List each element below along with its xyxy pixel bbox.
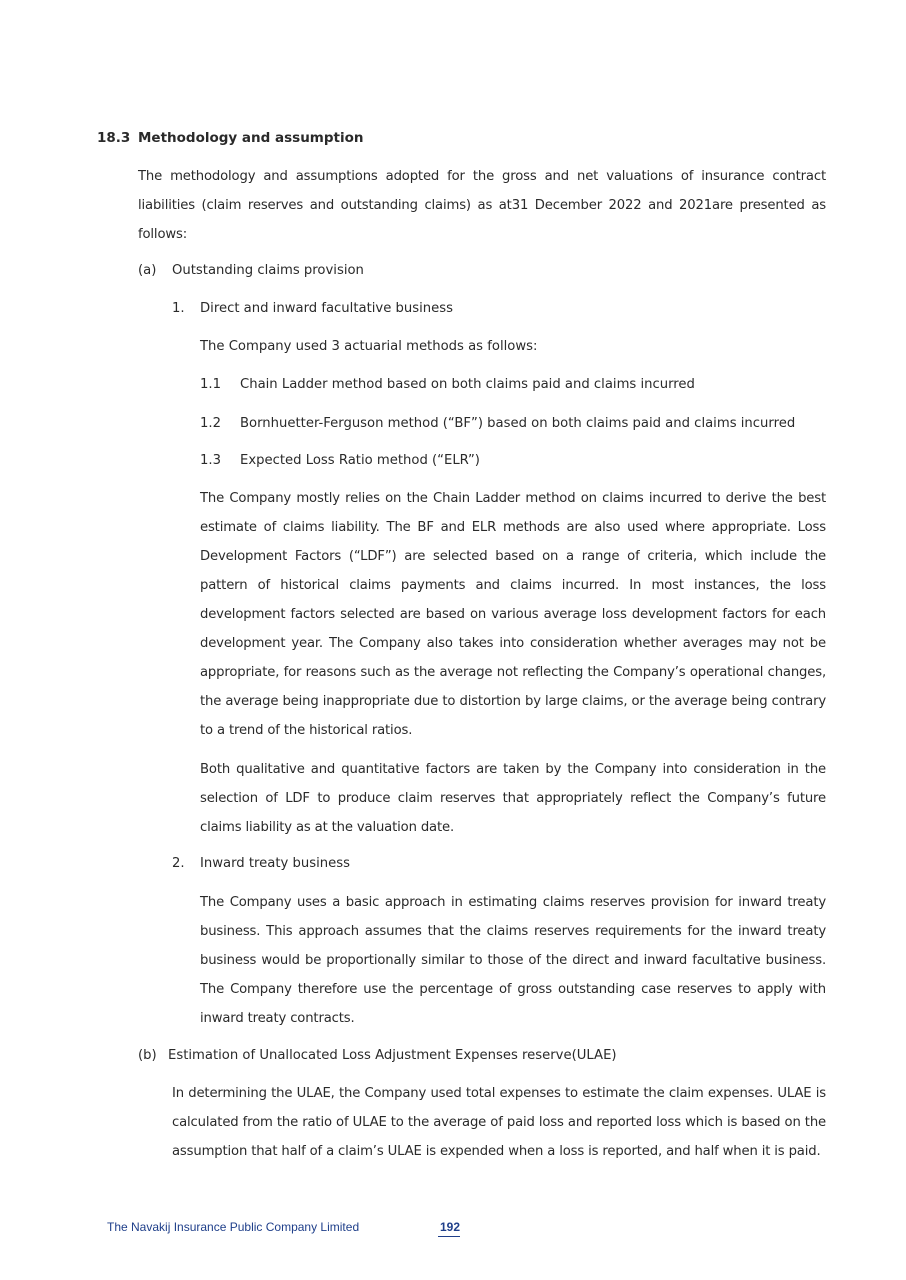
item-1-paragraph-2: Both qualitative and quantitative factors are taken by the Company into consideration in the selection of LDF to produce claim reserves that appropriately reflect the Company’s future claims liability as at the valuation date. [200,762,826,835]
part-b-paragraph: In determining the ULAE, the Company used total expenses to estimate the claim expenses. ULAE is calculated from the ratio of ULAE to the average of paid loss and reported loss which is based on the assumption that half of a claim’s ULAE is expended when a loss is reported, and half when it is paid. [172,1086,826,1159]
item-1-title: Direct and inward facultative business [200,301,453,316]
part-b-title: Estimation of Unallocated Loss Adjustment Expenses reserve(ULAE) [168,1048,617,1063]
section-title: Methodology and assumption [138,130,364,146]
item-1-lead: The Company used 3 actuarial methods as follows: [200,339,538,354]
item-2-marker: 2. [172,856,185,871]
method-3-number: 1.3 [200,453,221,468]
part-a-title: Outstanding claims provision [172,263,364,278]
method-2-number: 1.2 [200,416,221,431]
section-intro: The methodology and assumptions adopted for the gross and net valuations of insurance contract liabilities (claim reserves and outstanding claims) as at31 December 2022 and 2021are presented as follows: [138,169,826,242]
item-1-marker: 1. [172,301,185,316]
method-1-text: Chain Ladder method based on both claims paid and claims incurred [240,377,695,392]
method-3-text: Expected Loss Ratio method (“ELR”) [240,453,480,468]
part-a-marker: (a) [138,263,157,278]
item-1-paragraph-1: The Company mostly relies on the Chain Ladder method on claims incurred to derive the best estimate of claims liability. The BF and ELR methods are also used where appropriate. Loss Development Factors (“LDF”) are selected based on a range of criteria, which include the pattern of historical claims payments and claims incurred. In most instances, the loss development factors selected are based on various average loss development factors for each development year. The Company also takes into consideration whether averages may not be appropriate, for reasons such as the average not reflecting the Company’s operational changes, the average being inappropriate due to distortion by large claims, or the average being contrary to a trend of the historical ratios. [200,491,826,738]
footer-company-name: The Navakij Insurance Public Company Limited [107,1220,360,1234]
item-2-paragraph: The Company uses a basic approach in estimating claims reserves provision for inward treaty business. This approach assumes that the claims reserves requirements for the inward treaty business would be proportionally similar to those of the direct and inward facultative business. The Company therefore use the percentage of gross outstanding case reserves to apply with inward treaty contracts. [200,895,826,1026]
section-number: 18.3 [97,130,131,146]
part-b-marker: (b) [138,1048,157,1063]
method-2-text: Bornhuetter-Ferguson method (“BF”) based on both claims paid and claims incurred [240,416,796,431]
method-1-number: 1.1 [200,377,221,392]
page-number: 192 [440,1220,461,1234]
page-number-underline [438,1236,460,1237]
item-2-title: Inward treaty business [200,856,351,871]
